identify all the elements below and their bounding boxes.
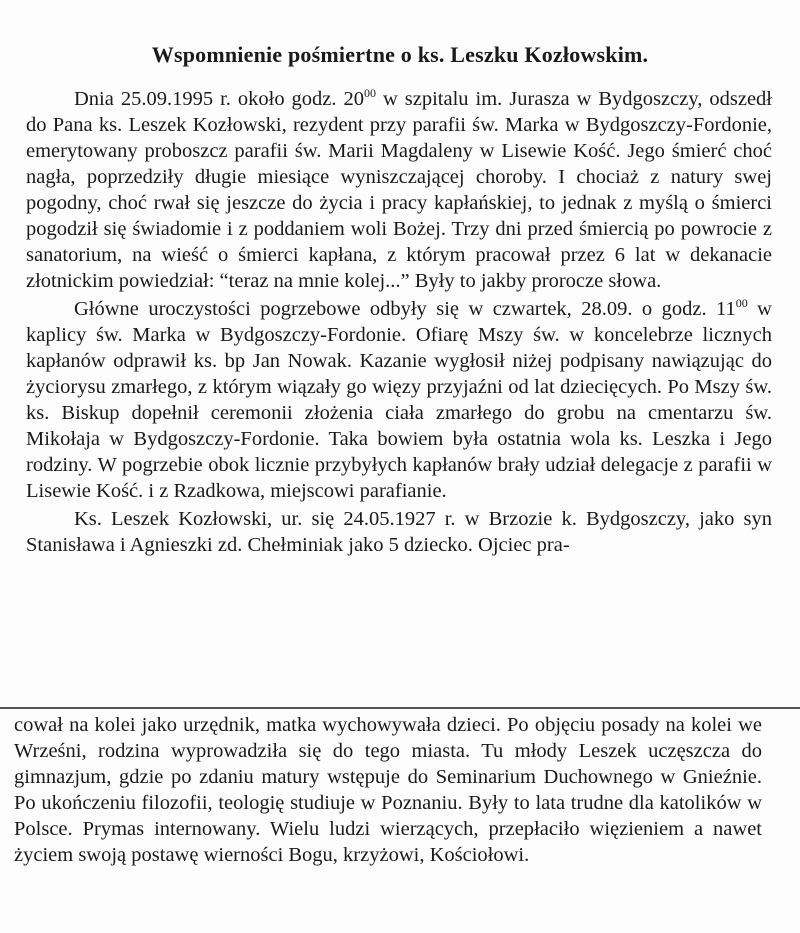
upper-clipping bbox=[26, 86, 772, 558]
lower-clipping bbox=[14, 712, 762, 868]
paragraph-2 bbox=[26, 296, 772, 504]
paragraph-2-rest: w kaplicy św. Marka w Bydgoszczy-Fordonie. Ofiarę Mszy św. w koncelebrze licznych kapłanów odprawił ks. bp Jan Nowak. Kazanie wygłosił niżej podpisany nawiązując do życiorysu zmarłego, z którym wiązały go więzy przyjaźni od lat dziecięcych. Po Mszy św. ks. Biskup dopełnił ceremonii złożenia ciała zmarłego do grobu na cmentarzu św. Mikołaja w Bydgoszczy-Fordonie. Taka bowiem była ostatnia wola ks. Leszka i Jego rodziny. W pogrzebie obok licznie przybyłych kapłanów brały udział delegacje z parafii w Lisewie Kość. i z Rzadkowa, miejscowi parafianie. bbox=[26, 298, 772, 502]
paragraph-1-start: Dnia 25.09.1995 r. około godz. 20 bbox=[74, 88, 365, 110]
paragraph-3 bbox=[26, 506, 772, 558]
paragraph-2-start: Główne uroczystości pogrzebowe odbyły się w czwartek, 28.09. o godz. 11 bbox=[74, 298, 736, 320]
paragraph-2-superscript: 00 bbox=[735, 296, 748, 311]
clipping-divider bbox=[0, 707, 800, 709]
paragraph-1-rest: w szpitalu im. Jurasza w Bydgoszczy, odszedł do Pana ks. Leszek Kozłowski, rezydent przy parafii św. Marka w Bydgoszczy-Fordonie, emerytowany proboszcz parafii św. Marii Magdaleny w Lisewie Kość. Jego śmierć choć nagła, poprzedziły długie miesiące wyniszczającej choroby. I chociaż z natury swej pogodny, choć rwał się jeszcze do życia i pracy kapłańskiej, to jednak z myślą o śmierci pogodził się świadomie i z poddaniem woli Bożej. Trzy dni przed śmiercią po powrocie z sanatorium, na wieść o śmierci kapłana, z którym pracował przez 6 lat w dekanacie złotnickim powiedział: “teraz na mnie kolej...” Były to jakby proroczе słowa. bbox=[26, 88, 772, 292]
paragraph-1-superscript: 00 bbox=[364, 86, 377, 101]
paragraph-3-text: Ks. Leszek Kozłowski, ur. się 24.05.1927 r. w Brzozie k. Bydgoszczy, jako syn Stanisława i Agnieszki zd. Chełminiak jako 5 dziecko. Ojciec pra- bbox=[26, 508, 772, 556]
document-title: Wspomnienie pośmiertne o ks. Leszku Kozłowskim. bbox=[151, 42, 649, 67]
paragraph-4: cował na kolei jako urzędnik, matka wychowywała dzieci. Po objęciu posady na kolei we Wrześni, rodzina wyprowadziła się do tego miasta. Tu młody Leszek uczęszcza do gimnazjum, gdzie po zdaniu matury wstępuje do Seminarium Duchownego w Gnieźnie. Po ukończeniu filozofii, teologię studiuje w Poznaniu. Były to lata trudne dla katolików w Polsce. Prymas internowany. Wielu ludzi wierzących, przepłaciło więzieniem a nawet życiem swoją postawę wierności Bogu, krzyżowi, Kościołowi. bbox=[14, 714, 762, 866]
paragraph-1 bbox=[26, 86, 772, 294]
